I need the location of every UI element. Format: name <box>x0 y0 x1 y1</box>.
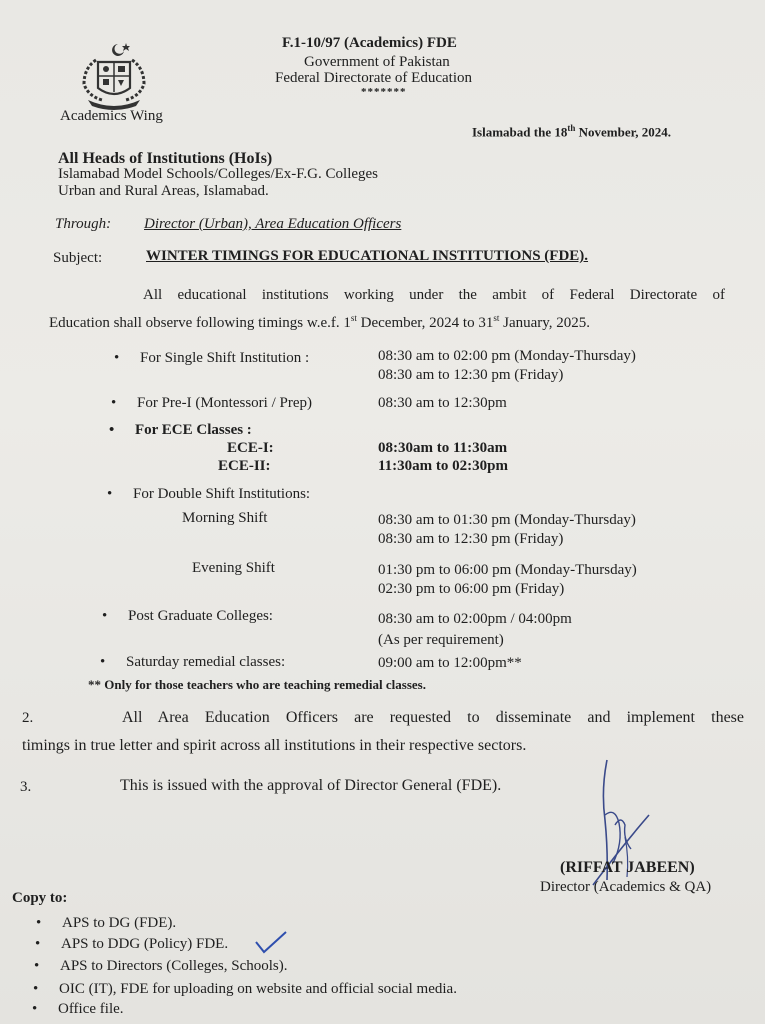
ece-1-time: 08:30am to 11:30am <box>378 440 508 456</box>
pre-i-label: • For Pre-I (Montessori / Prep) <box>137 395 312 412</box>
signatory-name: (RIFFAT JABEEN) <box>560 859 695 876</box>
copy-to-heading: Copy to: <box>12 890 68 906</box>
post-graduate-note: (As per requirement) <box>378 632 504 648</box>
single-shift-time-2: 08:30 am to 12:30 pm (Friday) <box>378 367 564 383</box>
morning-shift-label: Morning Shift <box>182 510 268 526</box>
ece-2-label: ECE-II: <box>218 458 271 474</box>
directorate-name: Federal Directorate of Education <box>275 70 472 86</box>
date-prefix: Islamabad the 18 <box>472 124 568 140</box>
morning-shift-time-1: 08:30 am to 01:30 pm (Monday-Thursday) <box>378 512 636 528</box>
government-name: Government of Pakistan <box>304 54 450 70</box>
date-ordinal: th <box>567 123 576 133</box>
para-2-number: 2. <box>22 710 34 726</box>
address-line-2: Urban and Rural Areas, Islamabad. <box>58 183 269 199</box>
ece-1-label: ECE-I: <box>227 440 274 456</box>
para-2-line-1: All Area Education Officers are requested to disseminate and implement these <box>122 709 744 726</box>
intro-line-1: All educational institutions working under the ambit of Federal Directorate of <box>143 287 725 303</box>
single-shift-time-1: 08:30 am to 02:00 pm (Monday-Thursday) <box>378 348 636 364</box>
wing-label: Academics Wing <box>60 108 163 124</box>
post-graduate-time: 08:30 am to 02:00pm / 04:00pm <box>378 611 572 627</box>
intro-text-b: December, 2024 to 31 <box>356 315 494 331</box>
intro-sup-2: st <box>493 313 500 323</box>
through-value: Director (Urban), Area Education Officers <box>144 216 402 232</box>
intro-text-c: January, 2025. <box>499 315 591 331</box>
copy-item: • APS to DG (FDE). <box>62 915 176 932</box>
through-label: Through: <box>55 216 112 232</box>
para-3-text: This is issued with the approval of Director General (FDE). <box>120 777 502 794</box>
evening-shift-label: Evening Shift <box>192 560 275 576</box>
copy-item: • Office file. <box>58 1001 124 1018</box>
pre-i-time: 08:30 am to 12:30pm <box>378 395 507 411</box>
saturday-remedial-label: • Saturday remedial classes: <box>126 654 285 671</box>
stars-divider: ******* <box>361 86 407 98</box>
intro-sup-1: st <box>350 313 357 323</box>
single-shift-label: • For Single Shift Institution : <box>140 350 309 367</box>
intro-line-2 <box>49 313 590 332</box>
remedial-footnote: ** Only for those teachers who are teaching remedial classes. <box>88 677 426 692</box>
double-shift-label: • For Double Shift Institutions: <box>133 486 310 503</box>
morning-shift-time-2: 08:30 am to 12:30 pm (Friday) <box>378 531 564 547</box>
post-graduate-label: • Post Graduate Colleges: <box>128 608 273 625</box>
address-line-1: Islamabad Model Schools/Colleges/Ex-F.G. Colleges <box>58 166 379 182</box>
evening-shift-time-2: 02:30 pm to 06:00 pm (Friday) <box>378 581 565 597</box>
para-3-number: 3. <box>20 779 32 795</box>
addressee: All Heads of Institutions (HoIs) <box>58 150 273 167</box>
subject-value: WINTER TIMINGS FOR EDUCATIONAL INSTITUTIONS (FDE). <box>146 248 589 264</box>
letter-date <box>472 123 671 140</box>
date-suffix: November, 2024. <box>575 124 671 140</box>
saturday-remedial-time: 09:00 am to 12:00pm** <box>378 655 522 671</box>
copy-item: • OIC (IT), FDE for uploading on website and official social media. <box>59 981 457 998</box>
para-2-line-2: timings in true letter and spirit across all institutions in their respective sectors. <box>22 737 527 754</box>
signatory-title: Director (Academics & QA) <box>540 879 712 895</box>
copy-item: • APS to Directors (Colleges, Schools). <box>60 958 287 975</box>
intro-text-a: Education shall observe following timings w.e.f. 1 <box>49 315 351 331</box>
checkmark-icon <box>254 930 288 956</box>
copy-item: • APS to DDG (Policy) FDE. <box>61 936 228 953</box>
evening-shift-time-1: 01:30 pm to 06:00 pm (Monday-Thursday) <box>378 562 637 578</box>
ece-2-time: 11:30am to 02:30pm <box>378 458 508 474</box>
ece-label: • For ECE Classes : <box>135 422 252 439</box>
subject-label: Subject: <box>53 250 103 266</box>
file-reference: F.1-10/97 (Academics) FDE <box>282 35 457 51</box>
government-emblem-icon <box>76 40 152 112</box>
